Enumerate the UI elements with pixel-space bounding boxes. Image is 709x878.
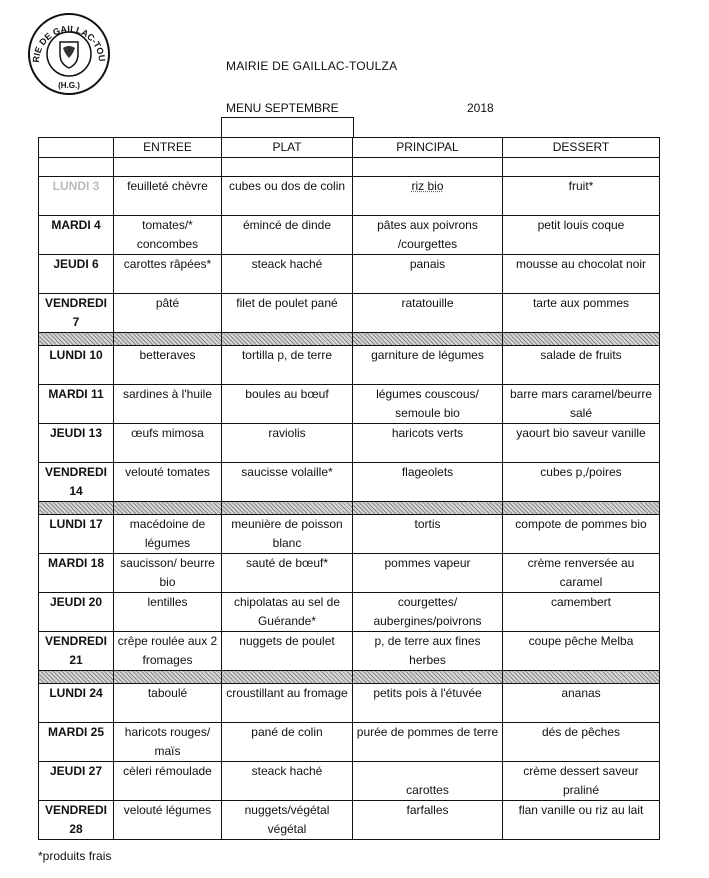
day-column-header: [39, 138, 114, 158]
principal-cell: ratatouille: [353, 294, 503, 333]
entree-column-header: ENTREE: [114, 138, 222, 158]
day-cell: VENDREDI 28: [39, 801, 114, 840]
entree-cell: lentilles: [114, 593, 222, 632]
day-cell: MARDI 25: [39, 723, 114, 762]
principal-cell: haricots verts: [353, 424, 503, 463]
dessert-cell: crème renversée au caramel: [503, 554, 660, 593]
principal-cell: légumes couscous/ semoule bio: [353, 385, 503, 424]
principal-cell: carottes: [353, 762, 503, 801]
principal-column-header: PRINCIPAL: [353, 138, 503, 158]
entree-cell: saucisson/ beurre bio: [114, 554, 222, 593]
table-row: [39, 424, 660, 463]
entree-cell: cèleri rémoulade: [114, 762, 222, 801]
entree-cell: velouté tomates: [114, 463, 222, 502]
plat-cell: sauté de bœuf*: [222, 554, 353, 593]
principal-cell: p, de terre aux fines herbes: [353, 632, 503, 671]
seal-graphic: [27, 12, 111, 96]
dessert-cell: cubes p,/poires: [503, 463, 660, 502]
entree-cell: sardines à l'huile: [114, 385, 222, 424]
entree-cell: taboulé: [114, 684, 222, 723]
day-cell: LUNDI 17: [39, 515, 114, 554]
table-row: [39, 723, 660, 762]
dessert-cell: petit louis coque: [503, 216, 660, 255]
mairie-seal: [27, 12, 111, 96]
plat-cell: nuggets de poulet: [222, 632, 353, 671]
plat-cell: meunière de poisson blanc: [222, 515, 353, 554]
day-cell: JEUDI 6: [39, 255, 114, 294]
plat-cell: raviolis: [222, 424, 353, 463]
dessert-cell: fruit*: [503, 177, 660, 216]
dessert-cell: coupe pêche Melba: [503, 632, 660, 671]
plat-cell: steack haché: [222, 762, 353, 801]
menu-table: [38, 137, 660, 840]
principal-cell: garniture de légumes: [353, 346, 503, 385]
day-cell: LUNDI 3: [39, 177, 114, 216]
dessert-cell: salade de fruits: [503, 346, 660, 385]
table-row: [39, 463, 660, 502]
table-row: [39, 684, 660, 723]
entree-cell: betteraves: [114, 346, 222, 385]
principal-cell: courgettes/ aubergines/poivrons: [353, 593, 503, 632]
seal-text: RIE DE GAILLAC-TOU: [30, 23, 108, 63]
plat-cell: filet de poulet pané: [222, 294, 353, 333]
day-cell: JEUDI 20: [39, 593, 114, 632]
plat-cell: boules au bœuf: [222, 385, 353, 424]
plat-header-tab: [221, 117, 354, 138]
day-cell: MARDI 11: [39, 385, 114, 424]
day-cell: JEUDI 27: [39, 762, 114, 801]
plat-cell: saucisse volaille*: [222, 463, 353, 502]
dessert-column-header: DESSERT: [503, 138, 660, 158]
entree-cell: haricots rouges/ maïs: [114, 723, 222, 762]
entree-cell: pâté: [114, 294, 222, 333]
day-cell: MARDI 18: [39, 554, 114, 593]
table-row: [39, 762, 660, 801]
table-row: [39, 801, 660, 840]
week-separator: [39, 502, 660, 515]
seal-subtext: (H.G.): [58, 81, 80, 90]
table-row: [39, 632, 660, 671]
plat-cell: tortilla p, de terre: [222, 346, 353, 385]
dessert-cell: compote de pommes bio: [503, 515, 660, 554]
table-row: [39, 593, 660, 632]
principal-cell: farfalles: [353, 801, 503, 840]
dessert-cell: crème dessert saveur praliné: [503, 762, 660, 801]
dessert-cell: yaourt bio saveur vanille: [503, 424, 660, 463]
plat-column-header: PLAT: [222, 138, 353, 158]
table-row: [39, 177, 660, 216]
week-separator: [39, 333, 660, 346]
plat-cell: steack haché: [222, 255, 353, 294]
week-separator: [39, 671, 660, 684]
entree-cell: feuilleté chèvre: [114, 177, 222, 216]
table-row: [39, 346, 660, 385]
entree-cell: carottes râpées*: [114, 255, 222, 294]
dessert-cell: dés de pêches: [503, 723, 660, 762]
column-header-row: [39, 138, 660, 158]
plat-cell: pané de colin: [222, 723, 353, 762]
plat-cell: émincé de dinde: [222, 216, 353, 255]
table-row: [39, 294, 660, 333]
blank-row: [39, 158, 660, 177]
principal-cell: panais: [353, 255, 503, 294]
principal-cell: pâtes aux poivrons /courgettes: [353, 216, 503, 255]
entree-cell: tomates/* concombes: [114, 216, 222, 255]
plat-cell: cubes ou dos de colin: [222, 177, 353, 216]
mairie-title: MAIRIE DE GAILLAC-TOULZA: [226, 59, 398, 73]
plat-cell: croustillant au fromage: [222, 684, 353, 723]
dessert-cell: barre mars caramel/beurre salé: [503, 385, 660, 424]
coat-of-arms-icon: [60, 42, 78, 68]
menu-title: MENU SEPTEMBRE: [226, 101, 339, 115]
plat-cell: chipolatas au sel de Guérande*: [222, 593, 353, 632]
entree-cell: œufs mimosa: [114, 424, 222, 463]
principal-cell: flageolets: [353, 463, 503, 502]
table-row: [39, 385, 660, 424]
dessert-cell: ananas: [503, 684, 660, 723]
day-cell: VENDREDI 14: [39, 463, 114, 502]
table-row: [39, 515, 660, 554]
entree-cell: crêpe roulée aux 2 fromages: [114, 632, 222, 671]
day-cell: LUNDI 24: [39, 684, 114, 723]
principal-cell: petits pois à l'étuvée: [353, 684, 503, 723]
table-row: [39, 554, 660, 593]
principal-cell: pommes vapeur: [353, 554, 503, 593]
table-row: [39, 255, 660, 294]
footnote: *produits frais: [38, 849, 112, 863]
dessert-cell: camembert: [503, 593, 660, 632]
table-row: [39, 216, 660, 255]
dessert-cell: tarte aux pommes: [503, 294, 660, 333]
day-cell: MARDI 4: [39, 216, 114, 255]
menu-year: 2018: [467, 101, 494, 115]
dessert-cell: mousse au chocolat noir: [503, 255, 660, 294]
day-cell: VENDREDI 7: [39, 294, 114, 333]
plat-cell: nuggets/végétal végétal: [222, 801, 353, 840]
principal-cell: riz bio: [353, 177, 503, 216]
entree-cell: macédoine de légumes: [114, 515, 222, 554]
dessert-cell: flan vanille ou riz au lait: [503, 801, 660, 840]
day-cell: JEUDI 13: [39, 424, 114, 463]
day-cell: LUNDI 10: [39, 346, 114, 385]
day-cell: VENDREDI 21: [39, 632, 114, 671]
principal-cell: tortis: [353, 515, 503, 554]
principal-cell: purée de pommes de terre: [353, 723, 503, 762]
entree-cell: velouté légumes: [114, 801, 222, 840]
